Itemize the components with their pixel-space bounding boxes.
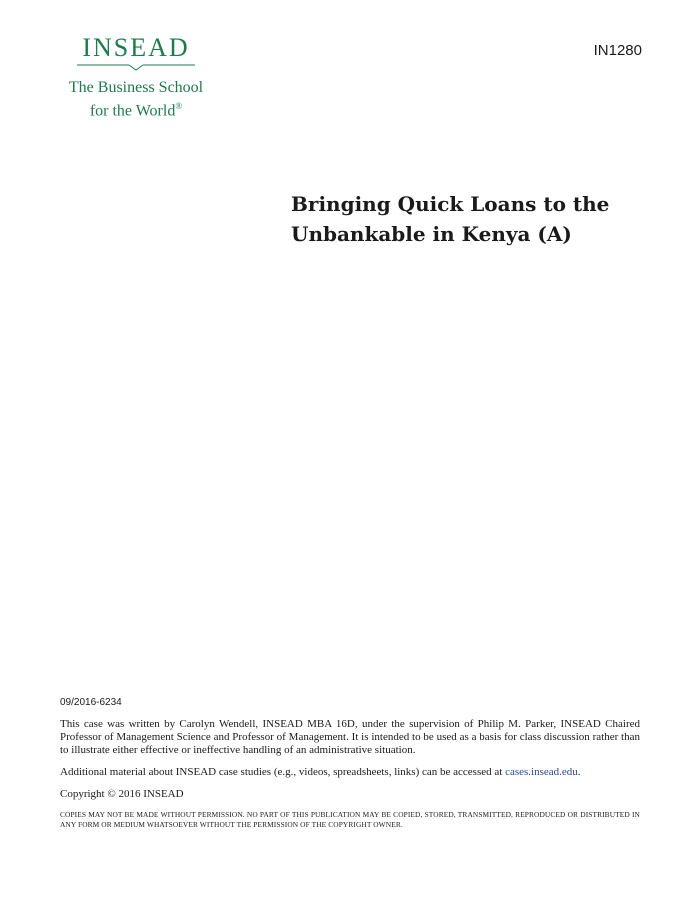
cases-link[interactable]: cases.insead.edu (505, 766, 578, 778)
case-code: 09/2016-6234 (60, 697, 122, 708)
logo-chevron-rule-icon (77, 64, 195, 72)
case-id: IN1280 (593, 42, 642, 59)
logo-wordmark: INSEAD (82, 33, 190, 62)
logo-tagline-line1: The Business School (68, 79, 204, 96)
registered-mark: ® (175, 101, 183, 111)
additional-material-note (60, 766, 640, 779)
insead-logo (56, 34, 216, 120)
logo-tagline-line2: for the World (89, 102, 176, 120)
copies-notice: COPIES MAY NOT BE MADE WITHOUT PERMISSION. NO PART OF THIS PUBLICATION MAY BE COPIED, STORED, TRANSMITTED, REPRODUCED OR DISTRIBUTED IN ANY FORM OR MEDIUM WHATSOEVER WITHOUT THE PERMISSION OF THE COPYRIGHT OWNER. (60, 810, 640, 829)
additional-material-text: Additional material about INSEAD case studies (e.g., videos, spreadsheets, links) can be accessed at (60, 766, 503, 778)
case-title: Bringing Quick Loans to the Unbankable in Kenya (A) (291, 192, 610, 246)
copyright-line: Copyright © 2016 INSEAD (60, 788, 184, 800)
case-footer (60, 696, 640, 839)
logo-tagline (56, 78, 216, 120)
additional-material-period: . (577, 766, 581, 778)
authorship-note: This case was written by Carolyn Wendell, INSEAD MBA 16D, under the supervision of Philip M. Parker, INSEAD Chaired Professor of Management Science and Professor of Management. It is intended to be used as a basis for class discussion rather than to illustrate either effective or ineffective handling of an administrative situation. (60, 718, 640, 756)
